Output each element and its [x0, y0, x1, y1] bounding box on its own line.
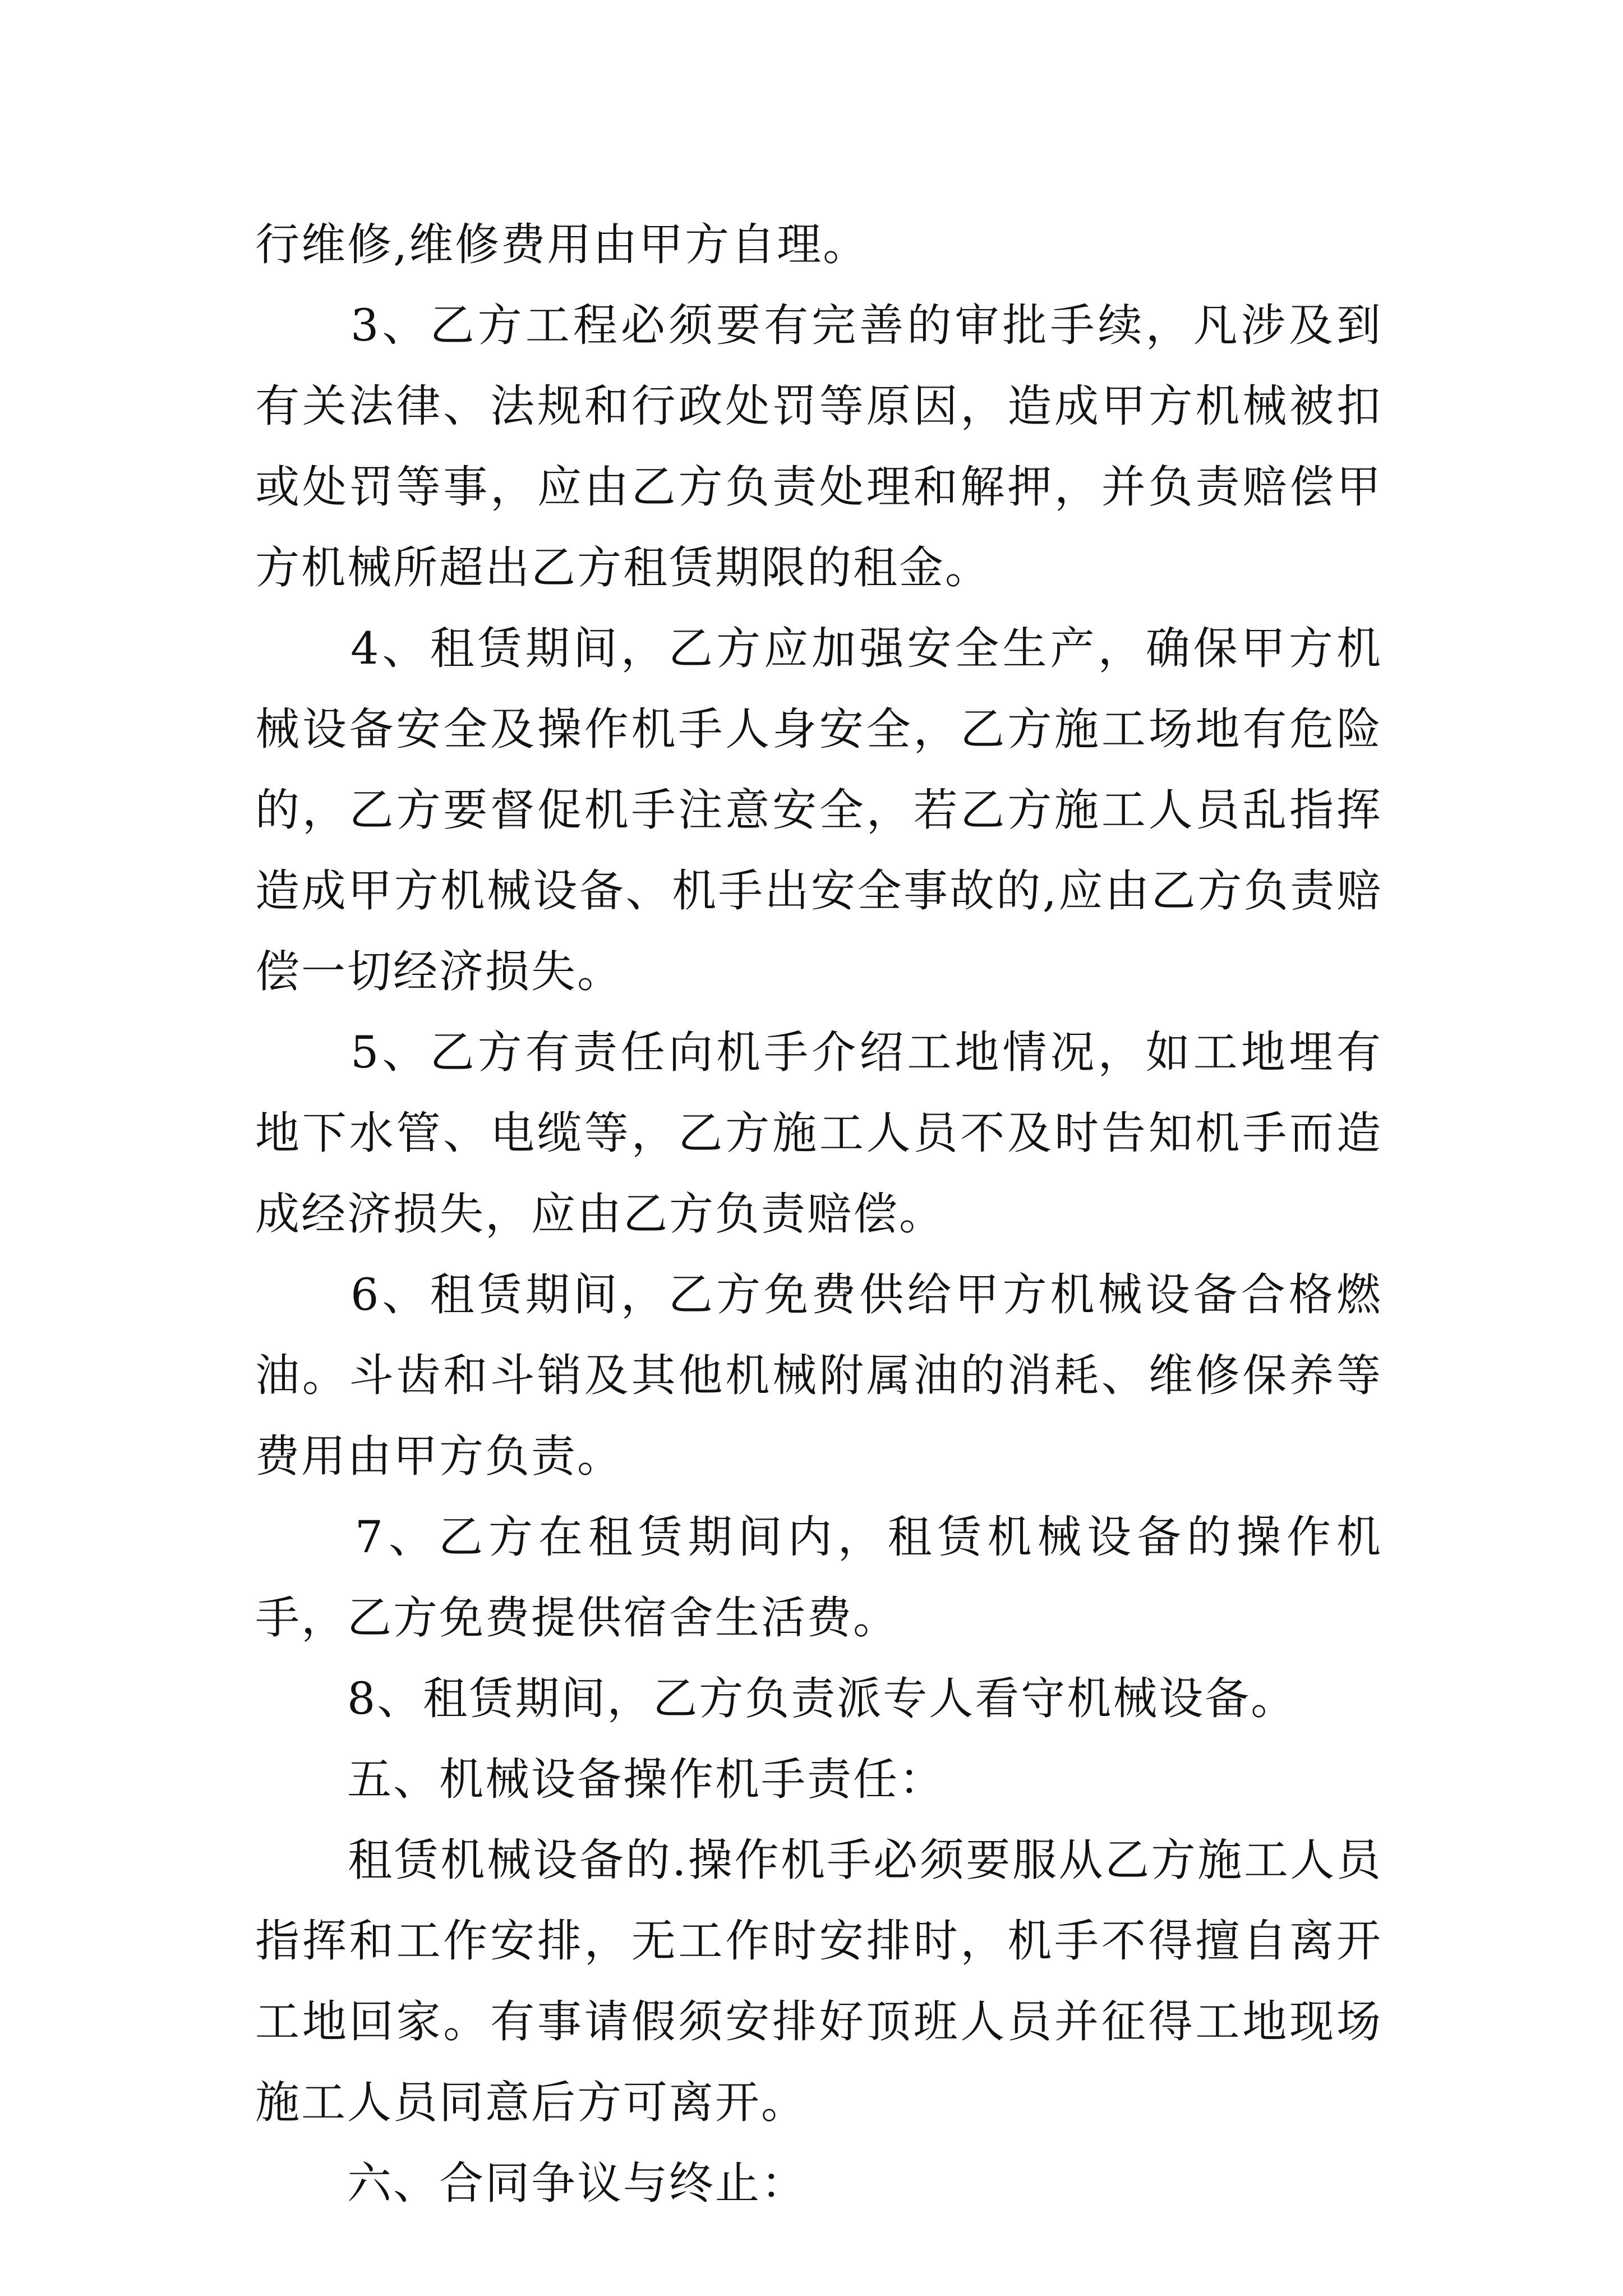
paragraph-clause-5: 5、乙方有责任向机手介绍工地情况，如工地埋有地下水管、电缆等，乙方施工人员不及时告知机手而造成经济损失，应由乙方负责赔偿。 [255, 1027, 1382, 1240]
paragraph-operator-duties: 租赁机械设备的.操作机手必须要服从乙方施工人员指挥和工作安排，无工作时安排时，机手不得擅自离开工地回家。有事请假须安排好顶班人员并征得工地现场施工人员同意后方可离开。 [255, 1834, 1382, 2128]
paragraph-clause-6: 6、租赁期间，乙方免费供给甲方机械设备合格燃油。斗齿和斗销及其他机械附属油的消耗、维修保养等费用由甲方负责。 [255, 1269, 1382, 1482]
paragraph-clause-7: 7、乙方在租赁期间内，租赁机械设备的操作机手，乙方免费提供宿舍生活费。 [255, 1511, 1382, 1644]
paragraph-clause-4: 4、租赁期间，乙方应加强安全生产，确保甲方机械设备安全及操作机手人身安全，乙方施工场地有危险的，乙方要督促机手注意安全，若乙方施工人员乱指挥造成甲方机械设备、机手出安全事故的,应由乙方负责赔偿一切经济损失。 [255, 623, 1382, 997]
section-heading-operator-duties: 五、机械设备操作机手责任： [255, 1754, 945, 1805]
document-body [255, 204, 1382, 2224]
paragraph-continued-maintenance: 行维修,维修费用由甲方自理。 [255, 219, 869, 270]
section-heading-dispute-termination: 六、合同争议与终止： [255, 2157, 807, 2209]
paragraph-clause-8: 8、租赁期间，乙方负责派专人看守机械设备。 [255, 1673, 1297, 1724]
paragraph-clause-3: 3、乙方工程必须要有完善的审批手续，凡涉及到有关法律、法规和行政处罚等原因，造成甲方机械被扣或处罚等事，应由乙方负责处理和解押，并负责赔偿甲方机械所超出乙方租赁期限的租金。 [255, 300, 1382, 593]
